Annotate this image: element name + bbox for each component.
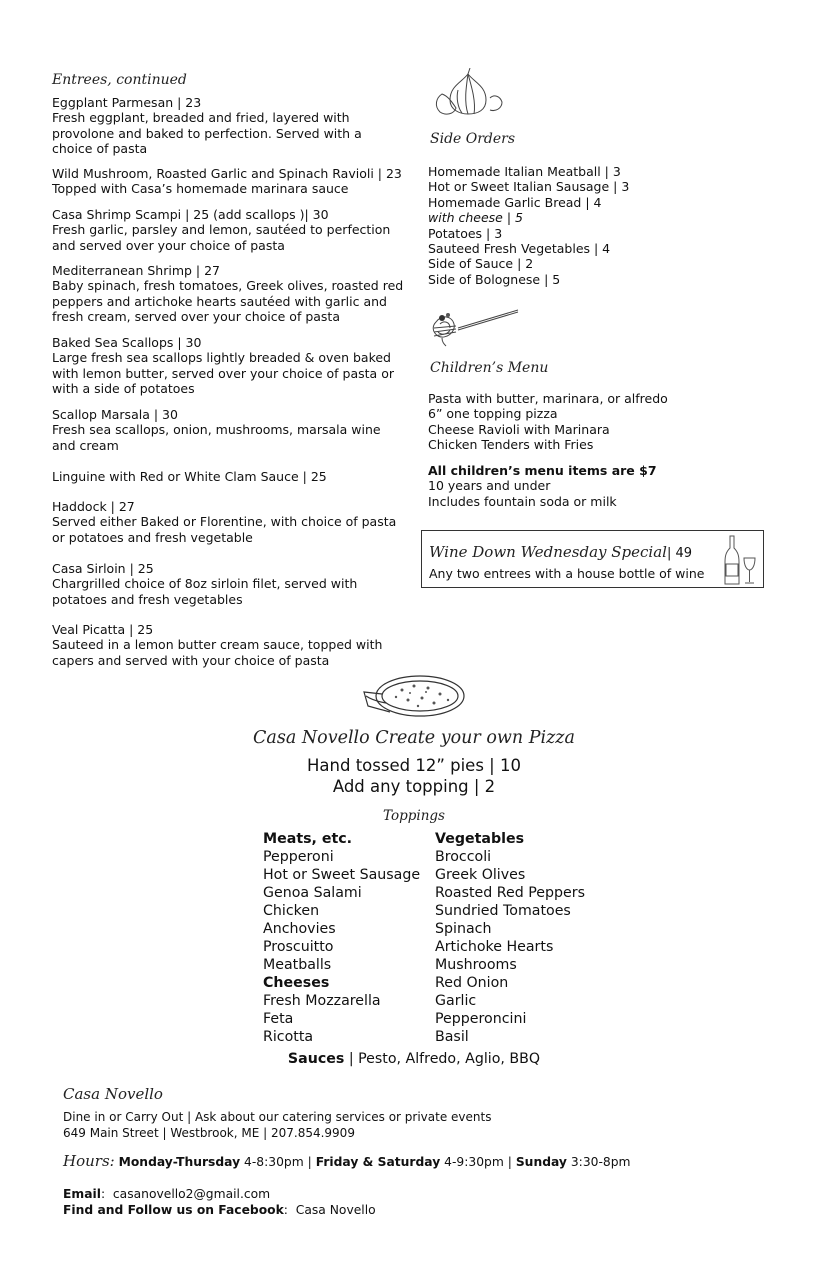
wine-special-desc: Any two entrees with a house bottle of wine xyxy=(429,566,705,581)
childrens-note-line: 10 years and under xyxy=(428,478,551,494)
hours-line xyxy=(63,1152,631,1170)
list-item: Pasta with butter, marinara, or alfredo xyxy=(428,391,668,406)
entree-desc: Fresh garlic, parsley and lemon, sautéed to perfection and served over your choice of pasta xyxy=(52,222,391,253)
entree-desc: Fresh sea scallops, onion, mushrooms, marsala wine and cream xyxy=(52,422,381,453)
toppings-heading: Toppings xyxy=(383,808,445,824)
hours-time: 4-8:30pm xyxy=(244,1155,304,1169)
list-item: Cheese Ravioli with Marinara xyxy=(428,421,610,437)
entree-item xyxy=(52,166,404,197)
hours-days: Sunday xyxy=(515,1155,567,1169)
entree-name-price: Veal Picatta | 25 xyxy=(52,622,154,637)
entree-item xyxy=(52,207,404,253)
entree-name-price: Scallop Marsala | 30 xyxy=(52,407,178,422)
list-item: Ricotta xyxy=(263,1029,314,1045)
hours-time: 3:30-8pm xyxy=(570,1155,631,1169)
footer-restaurant-name: Casa Novello xyxy=(63,1085,163,1103)
entree-item xyxy=(52,561,404,607)
fork-pasta-icon xyxy=(428,302,524,348)
list-item: Homemade Garlic Bread | 4 xyxy=(428,194,602,210)
list-item: Homemade Italian Meatball | 3 xyxy=(428,164,621,179)
entree-item xyxy=(52,499,404,545)
list-item: 6” one topping pizza xyxy=(428,406,558,422)
garlic-icon xyxy=(428,68,508,118)
childrens-price-note: All children’s menu items are $7 xyxy=(428,463,657,478)
wine-special-title-row xyxy=(429,542,692,561)
list-item: Side of Sauce | 2 xyxy=(428,256,534,272)
entree-item xyxy=(52,335,404,397)
sauces-list: | Pesto, Alfredo, Aglio, BBQ xyxy=(348,1051,541,1067)
entree-name-price: Casa Sirloin | 25 xyxy=(52,561,154,576)
hours-separator: | xyxy=(307,1155,312,1169)
list-item: Pepperoncini xyxy=(435,1011,527,1027)
entree-item xyxy=(52,469,404,484)
entree-desc: Topped with Casa’s homemade marinara sauce xyxy=(52,181,349,197)
meats-heading: Meats, etc. xyxy=(263,831,353,847)
list-item: Chicken xyxy=(263,903,320,919)
meats-cheeses-column xyxy=(263,830,431,1046)
entree-name-price: Wild Mushroom, Roasted Garlic and Spinach Ravioli | 23 xyxy=(52,166,402,181)
list-item: Feta xyxy=(263,1011,294,1027)
pizza-line-2: Add any topping | 2 xyxy=(332,777,496,796)
entree-item xyxy=(52,407,404,453)
hours-separator: | xyxy=(507,1155,512,1169)
list-item: Genoa Salami xyxy=(263,885,362,901)
side-orders-list xyxy=(428,164,758,287)
facebook-link[interactable]: Casa Novello xyxy=(295,1203,376,1217)
entree-desc: Large fresh sea scallops lightly breaded & oven baked with lemon butter, served over your choice of pasta or with a side of potatoes xyxy=(52,350,394,397)
entree-name-price: Baked Sea Scallops | 30 xyxy=(52,335,202,350)
facebook-line: Find and Follow us on Facebook: Casa Novello xyxy=(63,1203,376,1217)
entree-desc: Baby spinach, fresh tomatoes, Greek olives, roasted red peppers and artichoke hearts sautéed with garlic and fresh cream, served over your choice of pasta xyxy=(52,278,404,325)
email-link[interactable]: casanovello2@gmail.com xyxy=(112,1187,271,1201)
vegetables-heading: Vegetables xyxy=(435,831,525,847)
entree-desc: Served either Baked or Florentine, with choice of pasta or potatoes and fresh vegetable xyxy=(52,514,397,545)
entree-name-price: Haddock | 27 xyxy=(52,499,135,514)
cheeses-heading: Cheeses xyxy=(263,975,330,991)
entree-name-price: Linguine with Red or White Clam Sauce | 25 xyxy=(52,469,327,484)
entree-name-price: Mediterranean Shrimp | 27 xyxy=(52,263,221,278)
list-item: Proscuitto xyxy=(263,939,334,955)
footer-line-1: Dine in or Carry Out | Ask about our catering services or private events xyxy=(63,1110,492,1124)
entree-item xyxy=(52,263,404,325)
email-line: Email: casanovello2@gmail.com xyxy=(63,1187,271,1201)
list-item: Anchovies xyxy=(263,921,336,937)
wine-special-price: | 49 xyxy=(666,546,693,561)
list-item: Side of Bolognese | 5 xyxy=(428,271,561,287)
list-item: Pepperoni xyxy=(263,849,334,865)
wine-special-title: Wine Down Wednesday Special xyxy=(429,543,667,561)
email-label: Email xyxy=(63,1187,101,1201)
list-item: Roasted Red Peppers xyxy=(435,885,585,901)
list-item: Potatoes | 3 xyxy=(428,225,503,241)
pizza-heading: Casa Novello Create your own Pizza xyxy=(253,728,575,748)
list-item: Fresh Mozzarella xyxy=(263,993,381,1009)
list-item: Basil xyxy=(435,1029,469,1045)
entree-desc: Sauteed in a lemon butter cream sauce, topped with capers and served with your choice of pasta xyxy=(52,637,383,668)
list-item: Artichoke Hearts xyxy=(435,939,554,955)
list-item: Greek Olives xyxy=(435,867,526,883)
pizza-icon xyxy=(362,672,468,722)
list-item: Red Onion xyxy=(435,975,509,991)
entree-item xyxy=(52,622,404,668)
childrens-menu-heading: Children’s Menu xyxy=(430,360,549,376)
entrees-heading: Entrees, continued xyxy=(52,72,187,88)
childrens-menu-list xyxy=(428,391,758,453)
list-item: with cheese | 5 xyxy=(428,210,523,226)
wine-bottle-icon xyxy=(722,534,758,586)
facebook-label: Find and Follow us on Facebook xyxy=(63,1203,284,1217)
entree-name-price: Eggplant Parmesan | 23 xyxy=(52,95,202,110)
list-item: Sauteed Fresh Vegetables | 4 xyxy=(428,241,611,257)
hours-time: 4-9:30pm xyxy=(444,1155,504,1169)
entree-desc: Chargrilled choice of 8oz sirloin filet, served with potatoes and fresh vegetables xyxy=(52,576,358,607)
list-item: Broccoli xyxy=(435,849,492,865)
hours-days: Monday-Thursday xyxy=(118,1155,241,1169)
list-item: Meatballs xyxy=(263,957,332,973)
footer-line-2: 649 Main Street | Westbrook, ME | 207.854.9909 xyxy=(63,1126,355,1140)
wine-special-box xyxy=(421,530,764,588)
list-item: Garlic xyxy=(435,993,477,1009)
hours-label: Hours: xyxy=(63,1152,115,1170)
entree-name-price: Casa Shrimp Scampi | 25 (add scallops )| 30 xyxy=(52,207,329,222)
list-item: Chicken Tenders with Fries xyxy=(428,437,594,453)
list-item: Sundried Tomatoes xyxy=(435,903,571,919)
side-orders-heading: Side Orders xyxy=(430,131,516,147)
list-item: Mushrooms xyxy=(435,957,517,973)
list-item: Hot or Sweet Sausage xyxy=(263,867,421,883)
list-item: Hot or Sweet Italian Sausage | 3 xyxy=(428,179,630,195)
pizza-line-1: Hand tossed 12” pies | 10 xyxy=(307,756,521,775)
list-item: Spinach xyxy=(435,921,492,937)
sauces-label: Sauces xyxy=(287,1051,345,1067)
sauces-line xyxy=(0,1051,828,1067)
entree-desc: Fresh eggplant, breaded and fried, layered with provolone and baked to perfection. Served with a choice of pasta xyxy=(52,110,362,157)
childrens-note-line: Includes fountain soda or milk xyxy=(428,493,617,509)
vegetables-column xyxy=(435,830,615,1046)
childrens-menu-note xyxy=(428,463,758,509)
entree-item xyxy=(52,95,404,157)
hours-days: Friday & Saturday xyxy=(315,1155,441,1169)
